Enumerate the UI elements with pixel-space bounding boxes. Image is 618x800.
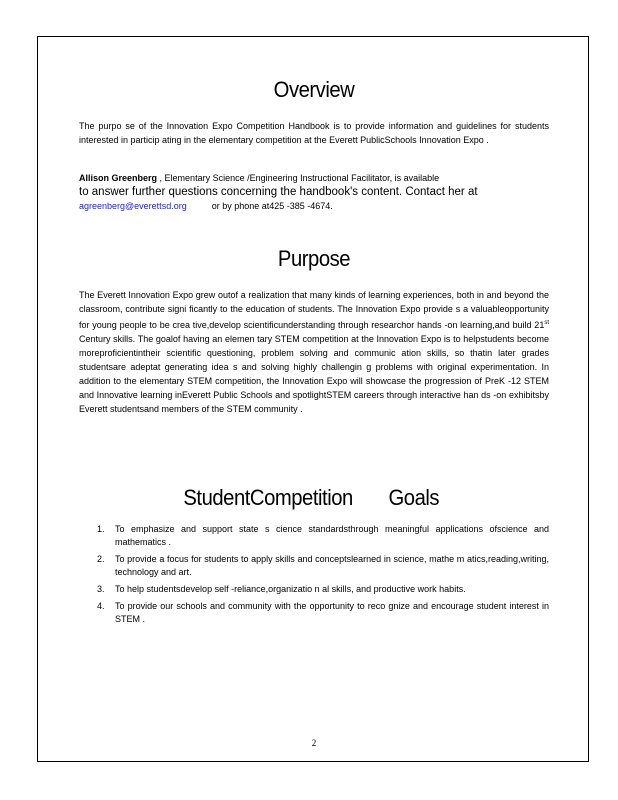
goal-item	[79, 583, 549, 596]
goal-text: To provide a focus for students to apply skills and conceptslearned in science, mathe m atics,reading,writing, technology and art.	[115, 554, 549, 577]
purpose-text-b: Century skills. The goalof having an elemen tary STEM competition at the Innovation Expo is to helpstudents become moreproficientintheir scientific questioning, problem solving and communic ation skills, so thatin later grades studentsare adeptat generating idea s and solving highly challengin g problems with original experimentation. In addition to the elementary STEM competition, the Innovation Expo will showcase the progression of PreK -12 STEM and Innovative learning inEverett Public Schools and spotlightSTEM careers through interactive han ds -on exhibitsby Everett studentsand members of the STEM community .	[79, 334, 549, 414]
goals-list	[79, 523, 549, 630]
goal-item	[79, 600, 549, 626]
goals-heading-part1: StudentCompetition	[183, 485, 353, 510]
goal-item	[79, 523, 549, 549]
goal-text: To emphasize and support state s cience standardsthrough meaningful applications ofscience and mathematics .	[115, 524, 549, 547]
goal-text: To provide our schools and community with the opportunity to reco gnize and encourage student interest in STEM .	[115, 601, 549, 624]
purpose-text-a: The Everett Innovation Expo grew outof a realization that many kinds of learning experiences, both in and beyond the classroom, contribute signi ficantly to the education of students. The Innovation Expo provide s a valuableopportunity for young people to be crea tive,develop scientificunderstanding through researchor hands -on learning,and build 21	[79, 290, 549, 330]
goal-number: 4.	[97, 601, 105, 611]
purpose-heading: Purpose	[277, 246, 351, 271]
contact-role: , Elementary Science /Engineering Instructional Facilitator, is available	[159, 173, 440, 183]
contact-phone: or by phone at425 -385 -4674.	[211, 201, 333, 211]
goal-item	[79, 553, 549, 579]
contact-sentence: to answer further questions concerning the handbook's content. Contact her at	[79, 186, 478, 198]
contact-name: Allison Greenberg	[79, 173, 158, 183]
goal-number: 3.	[97, 584, 105, 594]
page-number: 2	[311, 738, 317, 748]
goals-heading-part2: Goals	[388, 485, 440, 510]
contact-paragraph	[79, 171, 549, 213]
ordinal-suffix: st	[544, 320, 549, 326]
purpose-paragraph	[79, 288, 549, 416]
goal-number: 2.	[97, 554, 105, 564]
overview-paragraph: The purpo se of the Innovation Expo Competition Handbook is to provide information and guidelines for students interested in particip ating in the elementary competition at the Everett PublicSchools Innovation Expo .	[79, 121, 549, 145]
contact-email-link[interactable]: agreenberg@everettsd.org	[79, 201, 187, 211]
document-page	[37, 36, 589, 762]
overview-heading: Overview	[273, 77, 355, 102]
goal-number: 1.	[97, 524, 105, 534]
goal-text: To help studentsdevelop self -reliance,organizatio n al skills, and productive work habits.	[115, 584, 466, 594]
